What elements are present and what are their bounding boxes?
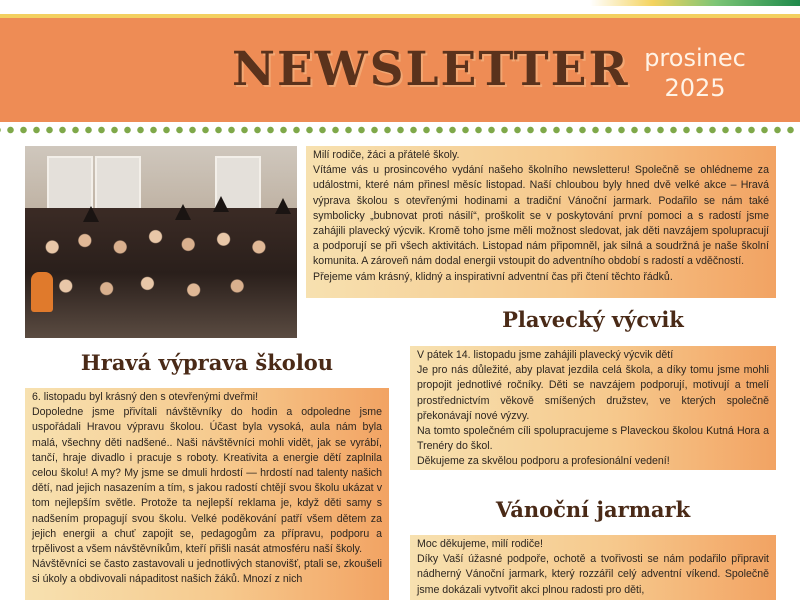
newsletter-title: NEWSLETTER (232, 42, 630, 97)
intro-greeting: Milí rodiče, žáci a přátelé školy. (313, 149, 460, 161)
plavecky-lead: V pátek 14. listopadu jsme zahájili plavecký výcvik dětí (417, 349, 674, 361)
pumpkin-costume (31, 272, 53, 312)
hrava-lead: 6. listopadu byl krásný den s otevřenými dveřmi! (32, 391, 259, 403)
witch-hat-icon (213, 196, 229, 212)
section-title-vanocni: Vánoční jarmark (495, 497, 691, 522)
vanocni-text: Díky Vaší úžasné podpoře, ochotě a tvořivosti se nám podařilo připravit nádherný Vánoční jarmark, který rozzářil celý adventní víkend. Společně jsme dokázali vytvořit akci plnou radosti pro děti, (417, 553, 769, 596)
hrava-text-continued: Návštěvníci se často zastavovali u jednotlivých stanovišť, ptali se, zkoušeli si úkoly a obdivovali nápaditost našich žáků. Mnozí z nich (32, 558, 382, 586)
hrava-text: Dopoledne jsme přivítali návštěvníky do hodin a odpoledne jsme uspořádali Hravou výpravu školou. Účast byla vysoká, aula nám byla malá, všechny děti nadšené.. Naši návštěvníci mohli vidět, jak se vyrábí, tančí, hraje divadlo i pracuje s roboty. Kreativita a energie dětí zaplnila celou školu! A my? My jsme se dmuli hrdostí — hrdostí nad talenty našich dětí, nad jejich nasazením a tím, s jakou radostí chtějí svou školu ukázat v tom nejlepším světle. Protože ta nejlepší reklama je, když děti samy s nadšením propagují svou školu. Velké poděkování patří všem dětem za jejich energii a chuť zapojit se, pedagogům za přípravu, podporu a trpělivost a všem návštěvníkům, kteří přišli nasát atmosféru naší školy. (32, 406, 382, 556)
witch-hat-icon (275, 198, 291, 214)
class-group-photo (25, 146, 297, 338)
plavecky-text: Je pro nás důležité, aby plavat jezdila celá škola, a díky tomu jsme mohli propojit jednotlivé ročníky. Děti se navzájem podporují, motivují a tmelí prostřednictvím věkově smíšených družstev, ve kterých společně překonávají nové výzvy. (417, 364, 769, 422)
newsletter-header (0, 14, 800, 122)
plavecky-thanks: Děkujeme za skvělou podporu a profesionální vedení! (417, 455, 670, 468)
issue-date (630, 43, 760, 103)
vanocni-box (410, 535, 776, 600)
section-title-hrava: Hravá výprava školou (80, 350, 334, 375)
vanocni-lead: Moc děkujeme, milí rodiče! (417, 538, 543, 550)
photo-children (25, 208, 297, 338)
intro-text: Vítáme vás u prosincového vydání našeho školního newsletteru! Společně se ohlédneme za událostmi, které nám přinesl měsíc listopad. Naší chloubou byly hned dvě velké akce – Hravá výprava školou s otevřenými hodinami a tradiční Vánoční jarmark. Podařilo se nám také symbolicky „bubnovat proti násilí“, proškolit se v poskytování první pomoci a s radostí jsme zahájili plavecký výcvik. Kromě toho jsme měli možnost sledovat, jak děti navzájem spolupracují a podporují se při všech aktivitách. Listopad nám připomněl, jak silná a soudržná je naše školní komunita. A zároveň nám dodal energii vstoupit do adventního období s radostí a vděčností. (313, 164, 769, 268)
issue-month: prosinec (644, 44, 746, 72)
dotted-divider (0, 125, 800, 135)
hrava-box (25, 388, 389, 600)
intro-box (306, 146, 776, 298)
logo-stripe (590, 0, 800, 6)
intro-wish: Přejeme vám krásný, klidný a inspirativní adventní čas při čtení těchto řádků. (313, 270, 673, 283)
issue-year: 2025 (664, 74, 726, 102)
witch-hat-icon (175, 204, 191, 220)
section-title-plavecky: Plavecký výcvik (502, 307, 684, 332)
plavecky-partners: Na tomto společném cíli spolupracujeme s Plaveckou školou Kutná Hora a Trenéry do škol. (417, 425, 769, 453)
witch-hat-icon (83, 206, 99, 222)
plavecky-box (410, 346, 776, 470)
